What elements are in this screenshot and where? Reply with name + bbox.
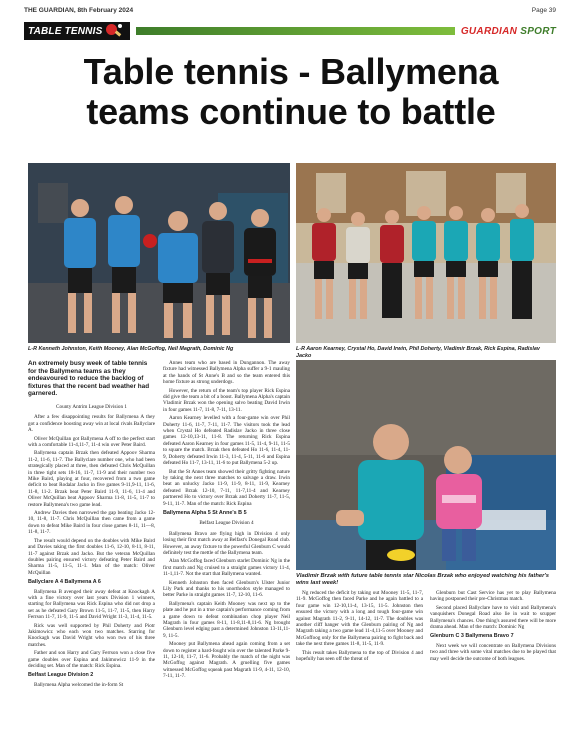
paragraph: Ballymena Alpha welcomed the in-form St [34,681,124,688]
paragraph: Mooney put Ballymena ahead again coming from a set down to register a hard-fought win over the talented Parke 9-11, 12-10, 11-7, 11-6. Probably the match of the night was McGoffog against Magrath. A gruelling five games witnessed McGoffog squeak past Magrath 11-9, 4-11, 12-10, 7-11, 11-7. [163,641,290,680]
photo-caption-bottom: Vladimir Brzak with future table tennis star Nicolas Brzak who enjoyed watching his father's wins last week! [296,573,549,586]
paragraph: Andrew Davies then narrowed the gap beating Jacko 12-10, 11-8, 11-7. Chris McQuillan then came from a game down to defeat Mike Baird in four close games 8-11, 11—8, 11-8, 11-7. [28,510,155,536]
article-column-1 [28,360,155,732]
paragraph: This result takes Ballymena to the top of Division 4 and hopefully has seen off the threat of [296,649,423,663]
paragraph: Ng reduced the deficit by taking out Mooney 11-5, 11-7, 11-9. McGoffog then faced Parke and he again battled to a four game win 12-10,11-4, 13-15, 11-5. Johnston then ensured the victory with a long and tough four-game win against Magrath 11-2, 9-11, 14-12, 11-7. The doubles was another cliff hanger with the Glenburn pairing of Ng and Magrath taking a two game lead 11-4,11-5 over Mooney and McGoffoog only for the Ballymena pairing to fight back and take the next three games 11-8, 11-5, 11-9. [296,590,423,648]
article-column-3 [296,590,423,732]
section-divider [136,27,454,35]
article-column-4 [430,590,556,732]
brand-first: GUARDIAN [460,25,518,37]
section-tag-label: TABLE TENNIS [28,25,103,37]
brand-second: SPORT [520,25,556,37]
photo-caption-left: L-R Kenneth Johnston, Keith Mooney, Alan McGoffog, Neil Magrath, Dominic Ng [28,346,234,352]
father-son-photo [296,360,556,570]
paragraph: Oliver McQuillan got Ballymena A off to the perfect start with a comfortable 11-4,11-7, 11-4 win over Peter Baird. [28,435,155,448]
page-number: Page 39 [531,6,556,14]
result-heading: Ballymena Alpha 5 St Anne's B 5 [163,509,247,516]
paragraph: Father and son Harry and Gary Ferrson won a close five game doubles over Espina and Jakimowicz 11-9 in the deciding set. Man of the match: Rick Espina. [28,650,155,669]
paragraph: Rick was well supported by Phil Doherty and Piotr Jakimowicz who each won two matches. Starring for Knockagh was David Wright who won two of his three matches. [28,622,155,648]
headline-line-2: teams continue to battle [86,91,496,132]
table-tennis-paddle-icon [106,24,122,38]
paragraph: However, the return of the team's top player Rick Espina did give the team a bit of a boost. Ballymena Alpha's captain Vladimir Brzak won the opening salvo beating David Irwin in four games 11-7, 11-8, 7-11, 13-11. [163,387,290,413]
guardian-sport-logo [461,26,556,37]
paragraph: Alan McGoffog faced Glenburn starlet Dominic Ng in the first match and Ng cruised to a straight games victory 11-4, 11-1,11-7. Not the start that Ballymena wanted. [163,558,290,578]
team-photo-right [296,163,556,343]
paragraph: After a few disappointing results for Ballymena A they got a confidence boosting away win at local rivals Ballyclare A. [28,414,155,434]
paragraph: The result would depend on the doubles with Mike Baird and Davies taking the first doubles 11-6, 12-10, 8-11, 8-11, 11-7 against Brzak and Jacko. But the veteran McQuillan doubles pairing ensured victory defeating Peter Baird and Sharma 11-5, 11-5, 11-1. Man of the match: Oliver McQuillan [28,537,155,576]
photo-caption-right: L-R Aaron Kearney, Crystal Ho, David Irwin, Phil Doherty, Vladimir Brzak, Rick Espina, Radislav Jacko [296,346,540,359]
paragraph: Glenburn but Cast Service has yet to play Ballymena having postponed their pre-Christmas match. [430,590,556,603]
subsection-heading: County Antrim League Division 1 [56,403,127,410]
team-photo-left [28,163,290,343]
paragraph: Ballymena's captain Keith Mooney was next up to the plate and he put in a true captain's performance coming from a game down to defeat combination chop player Neil Magrath in four games 8-11, 11-8,11-8,11-6. Ng brought Glenburn level edging past a determined Johnston 13-11,11-9, 11-5. [163,600,290,639]
page-header [0,0,580,20]
paragraph: Ballymena Bravo are flying high in Division 4 only losing their first match away at Belfast's Donegal Road club. However, an away fixture to the powerful Glenburn C would definitely test the mettle of the Ballymena team. [163,530,290,556]
article-column-2 [163,360,290,732]
paragraph: Kenneth Johnston then faced Glenburn's Ulster Junior Lily Park and thanks to his unorthodox style managed to better Parke in straight games 11-7, 12-10, 11-6. [163,579,290,599]
result-heading: Belfast League Division 2 [28,672,94,679]
father-son-photo-illustration [296,360,556,570]
result-heading: Ballyclare A 4 Ballymena A 6 [28,579,101,586]
section-band [24,22,556,40]
section-tag [24,22,130,40]
paragraph: Ballymena B avenged their away defeat at Knockagh A with a fine victory over last years Division 1 winners, starting for Ballymena was Rick Espina who did not drop a set as he defeated Gary Brown 11-5, 11-7, 11-5, then Harry Ferrson 11-7, 11-9, 11-5 and David Wright 11-3, 11-4, 11-5. [28,588,155,621]
date-line: THE GUARDIAN, 8th February 2024 [24,6,134,14]
paragraph: Aaron Kearney levelled with a four-game win over Phil Doherty 11-6, 11-7, 7-11, 11-7. The visitors took the lead when Crystal Ho defeated Radislav Jacko in three close games 12-10,13-11, 11-8. The returning Rick Espina defeated Aaron Kearney in four games 11-5, 11-4, 9-11, 11-5 to square the match. Brzak then defeated Ho 11-6, 11-4, 11-9, Doherty defeated Irwin 11-3, 11-4, 5-11, 11-6 and Espina defeated Ho 11-7, 13-11, 11-6 to put Ballymena 5-2 up. [163,415,290,467]
headline-line-1: Table tennis - Ballymena [83,51,499,92]
article-headline [26,52,556,132]
paragraph: Next week we will concentrate on Ballymena Divisions two and three with some vital matches due to be played that may well decide the outcome of both leagues. [430,642,556,662]
paragraph: Ballymena captain Brzak then defeated Appoov Sharma 11-2, 11-6, 11-7. The Ballyclare number one, who had been strategically placed at three, then defeated Chris McQuillan in three tight sets 18-16, 11-7, 11-9 and their number two Mike Baird, playing at four, recovered from a two game deficit to beat Rodalar Jacko in five games 9-11,9-11, 11-6, 11-8, 11-2. Brzak beat Peter Baird 11-9, 11-6, 11-4 and Oliver McQuillan beat Appoov Sharma 11-8, 11-5, 11-7 to restore Ballymena's two game lead. [28,450,155,508]
result-heading: Glenburn C 3 Ballymena Bravo 7 [430,633,514,640]
subsection-heading: Belfast League Division 4 [199,520,254,527]
article-intro: An extremely busy week of table tennis for the Ballymena teams as they endeavoured to reduce the backlog of fixtures that the recent bad weather had garnered. [28,360,150,398]
paragraph: Second placed Ballyclare have to visit and Ballymena's vanquishers Donegal Road also lie in wait to scupper Ballymena's chances. One thing's assured there will be more drama ahead. Man of the match: Dominic Ng [430,604,556,631]
team-photo-right-illustration [296,163,556,343]
paragraph: Annes team who are based in Dungannon. The away fixture had witnessed Ballymena Alpha suffer a 9-1 mauling at the hands of St Anne's B and so the team entered this home fixture as strong underdogs. [163,360,290,386]
paragraph: But the St Annes team showed their gritty fighting nature by taking the next three matches to salvage a draw. Irwin beat an unlucky Jacko 11-9, 11-9, 8-11, 11-9, Kearney defeated Brzak 12-10, 7-11, 11-7,11-4 and Kearney partnered Ho to victory over Brzak and Doherty 11-7, 11-5, 9-11, 11-7. Man of the match: Rick Espina [163,468,290,507]
team-photo-left-illustration [28,163,290,343]
